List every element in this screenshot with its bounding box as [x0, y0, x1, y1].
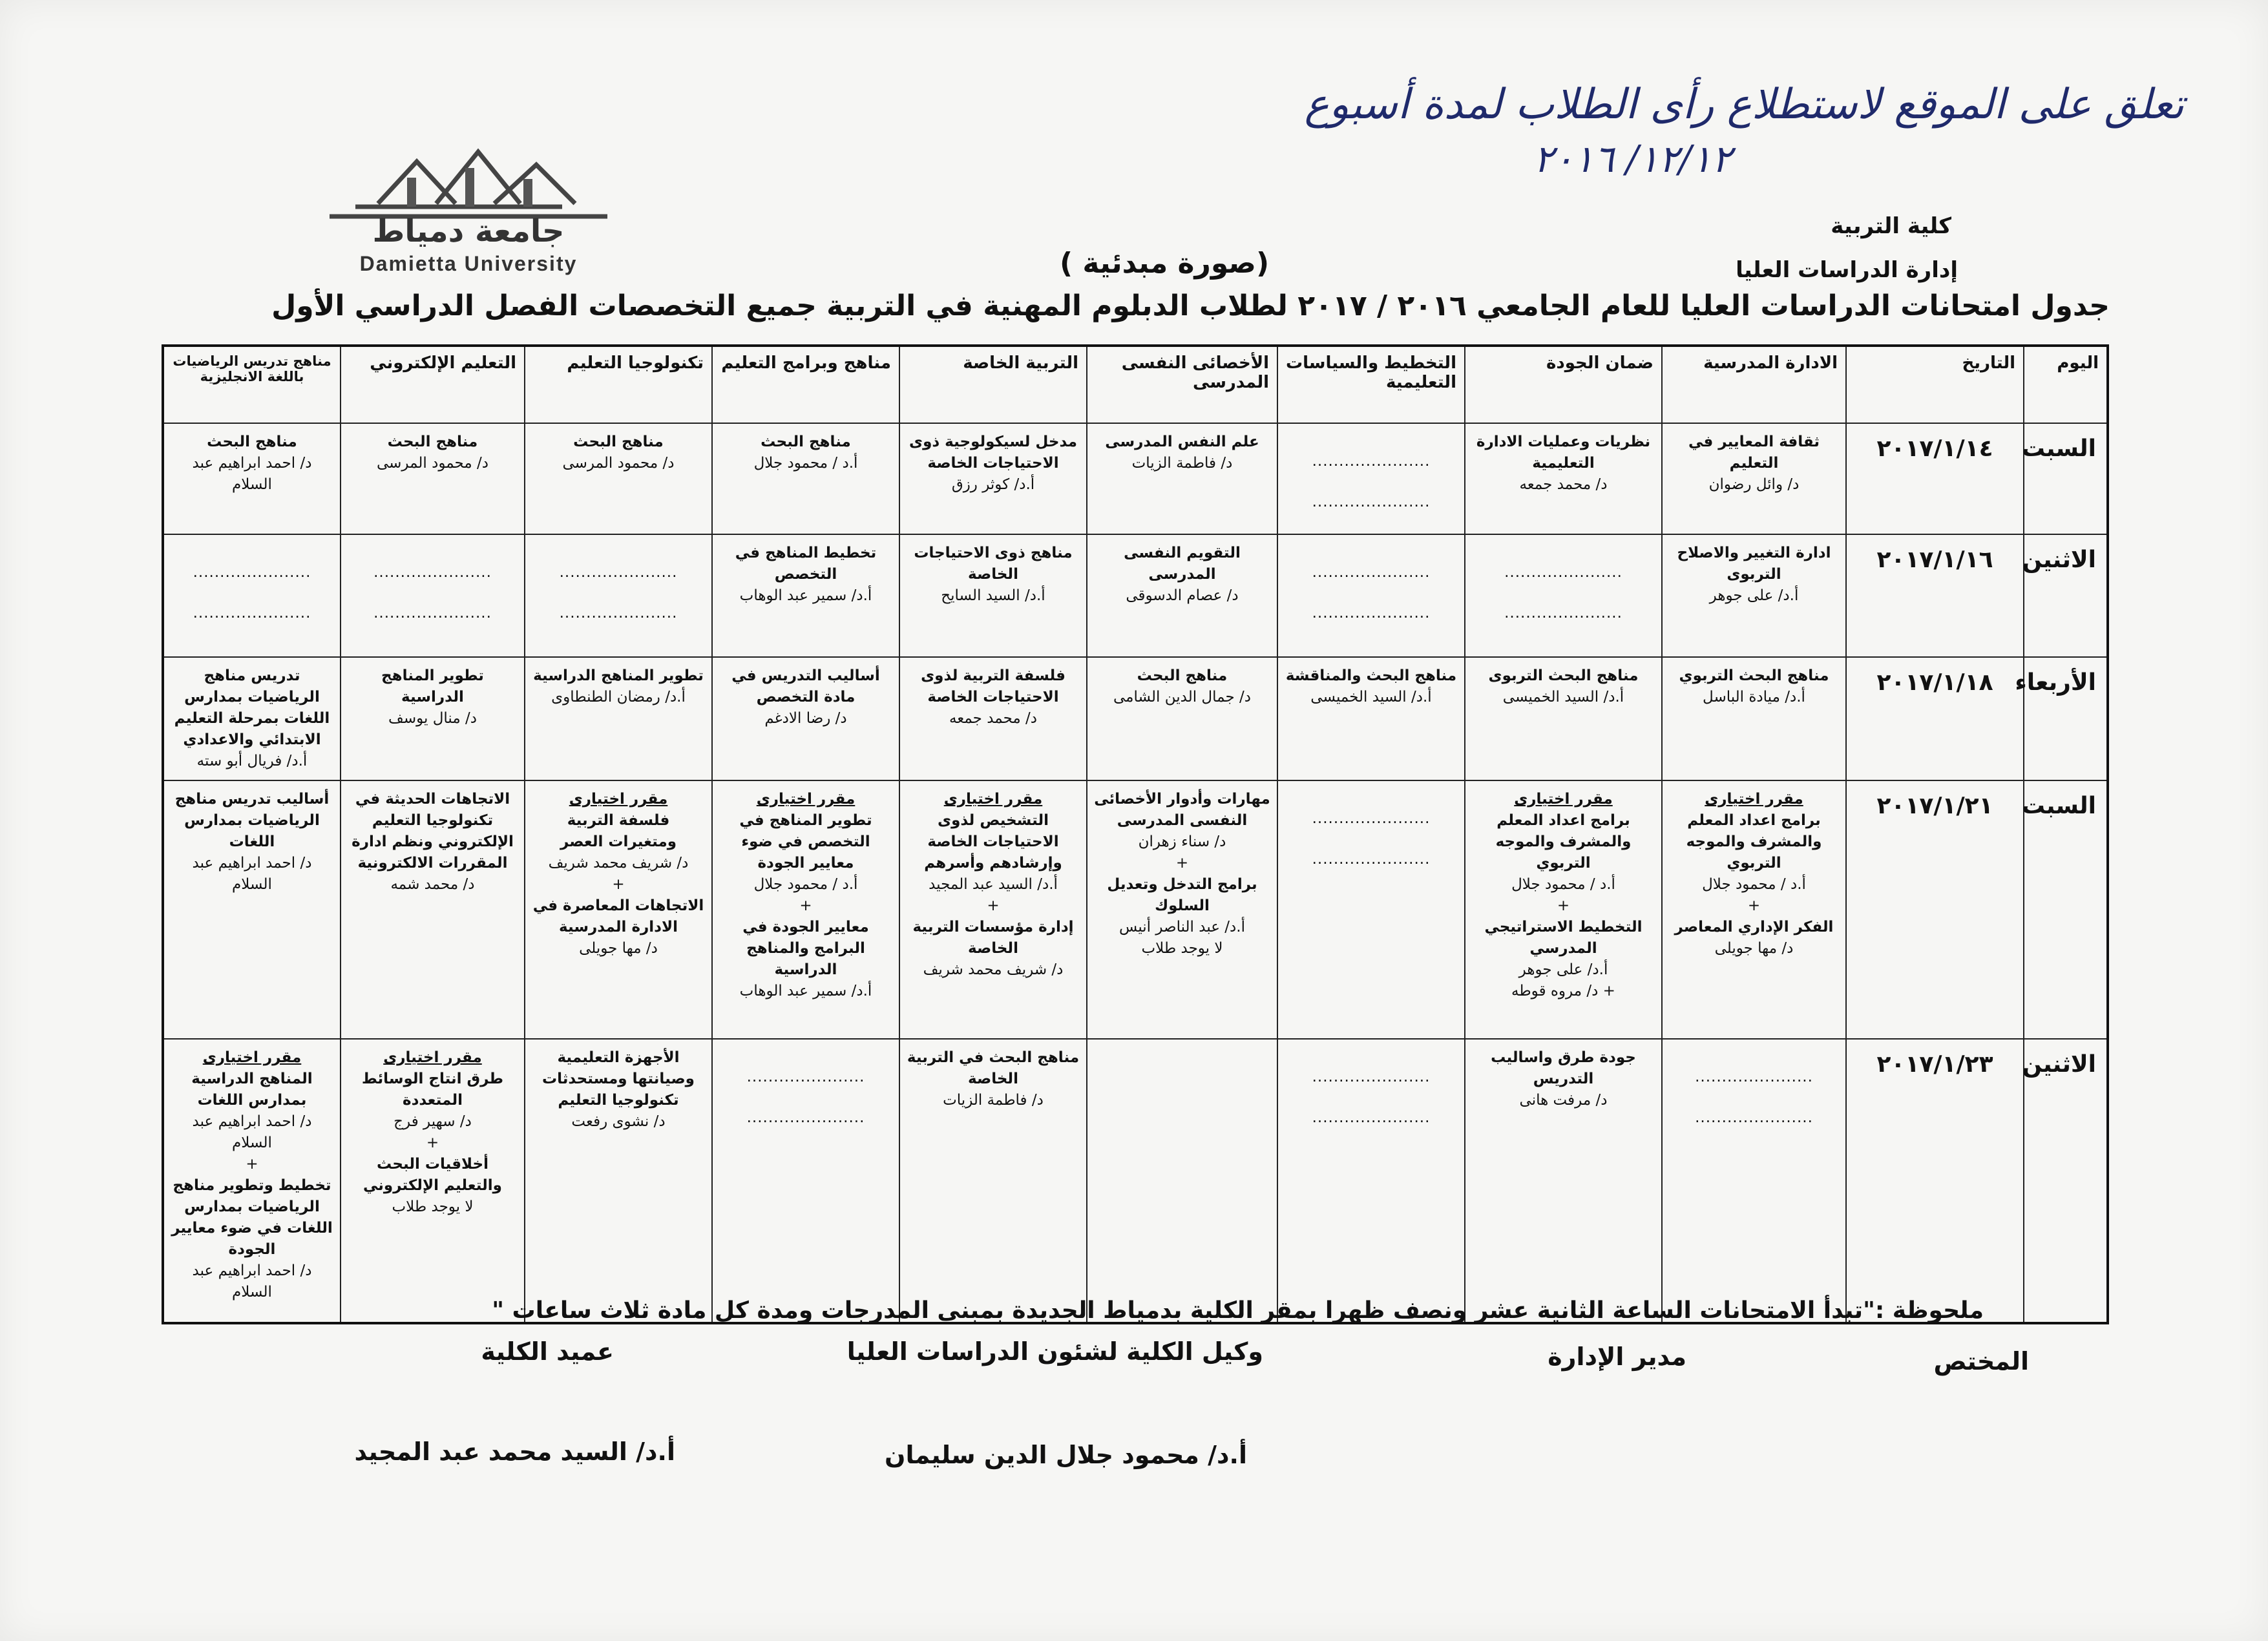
- blank-placeholder: ......................: [1312, 564, 1431, 581]
- blank-placeholder: ......................: [1312, 453, 1431, 470]
- day-cell: السبت: [2024, 780, 2108, 1039]
- professor-name: د/ جمال الدين الشامى: [1113, 689, 1251, 706]
- blank-placeholder: ......................: [1312, 1109, 1431, 1126]
- exam-cell: [899, 780, 1087, 1039]
- signature-dean-name: أ.د/ السيد محمد عبد المجيد: [354, 1437, 675, 1466]
- professor-name: د/ منال يوسف: [388, 710, 477, 727]
- exam-cell: [341, 1039, 525, 1323]
- table-body: [163, 423, 2108, 1323]
- professor-name: د/ رضا الادغم: [764, 710, 847, 727]
- course-title: الاتجاهات الحديثة في تكنولوجيا التعليم الإلكتروني ونظم ادارة المقررات الالكترونية: [352, 791, 514, 872]
- course-title: مناهج البحث التربوي: [1679, 667, 1829, 684]
- exam-cell: [712, 657, 899, 780]
- professor-name: د/ احمد ابراهيم عبد السلام: [192, 455, 312, 493]
- course-title: علم النفس المدرسى: [1105, 434, 1259, 450]
- course-title: الاتجاهات المعاصرة في الادارة المدرسية: [532, 897, 704, 935]
- exam-cell: [712, 534, 899, 657]
- professor-name: د/ احمد ابراهيم عبد السلام: [192, 855, 312, 893]
- professor-name: د/ احمد ابراهيم عبد السلام: [192, 1262, 312, 1301]
- column-header: التربية الخاصة: [899, 346, 1087, 423]
- professor-name: أ.د/ ميادة الباسل: [1703, 689, 1805, 706]
- exam-cell: [341, 423, 525, 534]
- exam-cell: [1465, 657, 1662, 780]
- column-header: ضمان الجودة: [1465, 346, 1662, 423]
- course-title: فلسفة التربية لذوى الاحتياجات الخاصة: [921, 667, 1066, 706]
- course-title: مناهج البحث: [387, 434, 478, 450]
- professor-name: د/ محمود المرسى: [376, 455, 489, 472]
- course-title: المناهج الدراسية بمدارس اللغات: [191, 1071, 313, 1109]
- blank-placeholder: ......................: [746, 1069, 865, 1085]
- professor-name: د/ محمد جمعه: [1519, 476, 1608, 493]
- course-title: مناهج البحث: [1137, 667, 1228, 684]
- exam-cell: [525, 657, 712, 780]
- column-header: الأخصائى النفسى المدرسى: [1087, 346, 1277, 423]
- professor-name: د/ محمد جمعه: [949, 710, 1038, 727]
- blank-placeholder: ......................: [373, 605, 492, 622]
- faculty-name: كلية التربية: [1831, 213, 1951, 239]
- exam-cell: [1087, 1039, 1277, 1323]
- exam-cell: [341, 780, 525, 1039]
- elective-label: مقرر اختيارى: [943, 791, 1043, 808]
- blank-placeholder: ......................: [1312, 810, 1431, 827]
- professor-name: د/ عصام الدسوقى: [1126, 587, 1239, 604]
- professor-name: د/ فاطمة الزيات: [1131, 455, 1233, 472]
- date-cell: ٢٠١٧/١/٢١: [1846, 780, 2024, 1039]
- professor-name: د/ محمود المرسى: [562, 455, 675, 472]
- column-header: تكنولوجيا التعليم: [525, 346, 712, 423]
- signature-dean-label: عميد الكلية: [481, 1337, 614, 1366]
- document-title: جدول امتحانات الدراسات العليا للعام الجامعي ٢٠١٦ / ٢٠١٧ لطلاب الدبلوم المهنية في التربية جميع التخصصات الفصل الدراسي الأول: [271, 289, 2110, 322]
- professor-name: أ.د/ سمير عبد الوهاب: [739, 587, 872, 604]
- table-row: [163, 534, 2108, 657]
- professor-name: أ.د / محمود جلال: [1702, 876, 1806, 893]
- professor-name: د/ شريف محمد شريف: [923, 961, 1064, 978]
- exam-cell: [525, 780, 712, 1039]
- elective-label: مقرر اختيارى: [1514, 791, 1613, 808]
- blank-placeholder: ......................: [1504, 605, 1622, 622]
- course-title: مناهج البحث والمناقشة: [1285, 667, 1457, 684]
- professor-name: د/ شريف محمد شريف: [548, 855, 689, 872]
- signature-vice-dean-label: وكيل الكلية لشئون الدراسات العليا: [846, 1337, 1263, 1366]
- exam-cell: [163, 780, 341, 1039]
- course-title: مناهج البحث: [207, 434, 297, 450]
- professor-name: + د/ مروه قوطه: [1511, 983, 1615, 999]
- professor-name: أ.د/ فريال أبو سته: [196, 753, 308, 769]
- exam-cell: [1087, 657, 1277, 780]
- course-title: معايير الجودة في البرامج والمناهج الدراسية: [742, 919, 869, 978]
- course-title: التقويم النفسى المدرسى: [1124, 545, 1241, 583]
- course-title: تطوير المناهج في التخصص في ضوء معايير الجودة: [739, 812, 872, 872]
- exam-cell: [163, 534, 341, 657]
- day-cell: السبت: [2024, 423, 2108, 534]
- exam-cell: [1087, 780, 1277, 1039]
- blank-placeholder: ......................: [1695, 1069, 1813, 1085]
- column-header: مناهج وبرامج التعليم: [712, 346, 899, 423]
- professor-name: د/ سهير فرج: [394, 1113, 472, 1130]
- professor-name: أ.د/ السيد عبد المجيد: [929, 876, 1058, 893]
- column-header: الادارة المدرسية: [1662, 346, 1846, 423]
- handwritten-line-1: تعلق على الموقع لاستطلاع رأى الطلاب لمدة أسبوع: [1304, 81, 2184, 129]
- table-row: [163, 423, 2108, 534]
- plus-sign: +: [987, 897, 1000, 914]
- column-header: التاريخ: [1846, 346, 2024, 423]
- course-title: فلسفة التربية ومتغيرات العصر: [560, 812, 677, 850]
- professor-name: د/ مرفت هانى: [1519, 1092, 1608, 1109]
- handwritten-date: ١٢/١٢/ ٢٠١٦: [1533, 137, 1732, 181]
- professor-name: أ.د/ السيد السايح: [941, 587, 1045, 604]
- plus-sign: +: [799, 897, 812, 914]
- exam-cell: [899, 423, 1087, 534]
- exam-cell: [525, 1039, 712, 1323]
- blank-placeholder: ......................: [1695, 1109, 1813, 1126]
- exam-cell: [1662, 1039, 1846, 1323]
- exam-cell: [163, 423, 341, 534]
- professor-name: د/ نشوى رفعت: [571, 1113, 666, 1130]
- date-cell: ٢٠١٧/١/١٨: [1846, 657, 2024, 780]
- exam-schedule-table: [162, 344, 2109, 1324]
- professor-name: أ.د/ رمضان الطنطاوى: [551, 689, 686, 706]
- course-title: إدارة مؤسسات التربية الخاصة: [912, 919, 1074, 957]
- exam-cell: [1277, 1039, 1465, 1323]
- handwritten-note: [956, 78, 2184, 186]
- table-row: [163, 657, 2108, 780]
- logo-english-text: Damietta University: [359, 252, 578, 275]
- course-title: مناهج ذوى الاحتياجات الخاصة: [914, 545, 1073, 583]
- blank-placeholder: ......................: [193, 605, 311, 622]
- column-header: التعليم الإلكتروني: [341, 346, 525, 423]
- course-title: نظريات وعمليات الادارة التعليمية: [1476, 434, 1651, 472]
- course-title: مناهج البحث في التربية الخاصة: [907, 1049, 1080, 1087]
- day-cell: الاثنين: [2024, 1039, 2108, 1323]
- plus-sign: +: [246, 1156, 258, 1173]
- blank-placeholder: ......................: [1312, 605, 1431, 622]
- course-title: تخطيط المناهج في التخصص: [735, 545, 877, 583]
- exam-cell: [1465, 1039, 1662, 1323]
- draft-label: (صورة مبدئية ): [1060, 247, 1270, 280]
- course-title: برامج اعداد المعلم والمشرف والموجه التربوي: [1495, 812, 1632, 872]
- date-cell: ٢٠١٧/١/١٤: [1846, 423, 2024, 534]
- signature-specialist-label: المختص: [1933, 1347, 2029, 1375]
- course-title: التشخيص لذوى الاحتياجات الخاصة وإرشادهم وأسرهم: [924, 812, 1062, 872]
- exam-cell: [1277, 423, 1465, 534]
- signature-vice-dean-name: أ.د/ محمود جلال الدين سليمان: [885, 1441, 1247, 1469]
- course-title: برامج التدخل وتعديل السلوك: [1107, 876, 1257, 914]
- course-title: تطوير المناهج الدراسية: [381, 667, 484, 706]
- exam-cell: [341, 534, 525, 657]
- blank-placeholder: ......................: [1312, 851, 1431, 868]
- exam-cell: [1087, 423, 1277, 534]
- course-title: تدريس مناهج الرياضيات بمدارس اللغات بمرحلة التعليم الابتدائي والاعدادي: [174, 667, 330, 748]
- professor-name: د/ سناء زهران: [1138, 833, 1226, 850]
- day-cell: الأربعاء: [2024, 657, 2108, 780]
- elective-label: مقرر اختيارى: [569, 791, 668, 808]
- course-title: طرق انتاج الوسائط المتعددة: [361, 1071, 504, 1109]
- elective-label: مقرر اختيارى: [202, 1049, 302, 1066]
- exam-cell: [1465, 780, 1662, 1039]
- exam-cell: [1277, 780, 1465, 1039]
- professor-name: د/ مها جويلى: [1714, 940, 1794, 957]
- course-title: ثقافة المعايير في التعليم: [1688, 434, 1820, 472]
- blank-placeholder: ......................: [559, 564, 678, 581]
- blank-placeholder: ......................: [746, 1109, 865, 1126]
- exam-cell: [1087, 534, 1277, 657]
- table-row: [163, 1039, 2108, 1323]
- column-header: اليوم: [2024, 346, 2108, 423]
- course-title: ادارة التغيير والاصلاح التربوى: [1677, 545, 1831, 583]
- plus-sign: +: [1175, 855, 1189, 872]
- exam-cell: [1662, 423, 1846, 534]
- exam-cell: [163, 657, 341, 780]
- course-title: مدخل لسيكولوجية ذوى الاحتياجات الخاصة: [908, 434, 1078, 472]
- column-header: التخطيط والسياسات التعليمية: [1277, 346, 1465, 423]
- professor-name: د/ مها جويلى: [579, 940, 658, 957]
- plus-sign: +: [426, 1134, 439, 1151]
- plus-sign: +: [612, 876, 625, 893]
- professor-name: د/ فاطمة الزيات: [943, 1092, 1044, 1109]
- date-cell: ٢٠١٧/١/٢٣: [1846, 1039, 2024, 1323]
- exam-cell: [899, 534, 1087, 657]
- elective-label: مقرر اختيارى: [1705, 791, 1803, 808]
- exam-cell: [525, 534, 712, 657]
- course-title: مهارات وأدوار الأخصائى النفسى المدرسى: [1094, 791, 1270, 829]
- exam-cell: [712, 780, 899, 1039]
- course-title: الفكر الإداري المعاصر: [1674, 919, 1834, 935]
- table-header-row: [163, 346, 2108, 423]
- signature-manager-label: مدير الإدارة: [1548, 1343, 1686, 1371]
- blank-placeholder: ......................: [1312, 1069, 1431, 1085]
- exam-cell: [163, 1039, 341, 1323]
- plus-sign: +: [1557, 897, 1570, 914]
- course-title: تخطيط وتطوير مناهج الرياضيات بمدارس اللغات في ضوء معايير الجودة: [171, 1177, 333, 1258]
- professor-name: د/ محمد شمه: [390, 876, 475, 893]
- department-name: إدارة الدراسات العليا: [1736, 257, 1958, 283]
- course-title: مناهج البحث: [573, 434, 664, 450]
- professor-name: أ.د / محمود جلال: [753, 455, 858, 472]
- column-header: مناهج تدريس الرياضيات باللغة الانجليزية: [163, 346, 341, 423]
- blank-placeholder: ......................: [193, 564, 311, 581]
- table-row: [163, 780, 2108, 1039]
- exam-cell: [341, 657, 525, 780]
- professor-name: د/ وائل رضوان: [1708, 476, 1800, 493]
- exam-cell: [1465, 534, 1662, 657]
- course-title: أساليب تدريس مناهج الرياضيات بمدارس اللغات: [174, 791, 330, 850]
- exam-time-note: ملحوظة :"تبدأ الامتحانات الساعة الثانية عشر ونصف ظهرا بمقر الكلية بدمياط الجديدة بمبنى المدرجات ومدة كل مادة ثلاث ساعات ": [492, 1297, 1984, 1324]
- exam-cell: [899, 657, 1087, 780]
- blank-placeholder: ......................: [559, 605, 678, 622]
- course-title: أخلاقيات البحث والتعليم الإلكتروني: [363, 1156, 502, 1194]
- exam-cell: [1662, 780, 1846, 1039]
- professor-name: أ.د/ على جوهر: [1709, 587, 1799, 604]
- course-title: تطوير المناهج الدراسية: [533, 667, 704, 684]
- exam-cell: [1662, 657, 1846, 780]
- course-title: التخطيط الاستراتيجي المدرسي: [1484, 919, 1643, 957]
- course-title: جودة طرق واساليب التدريس: [1491, 1049, 1636, 1087]
- plus-sign: +: [1747, 897, 1761, 914]
- professor-name: أ.د/ السيد الخميسى: [1310, 689, 1432, 706]
- blank-placeholder: ......................: [1312, 494, 1431, 510]
- professor-name: لا يوجد طلاب: [392, 1198, 474, 1215]
- course-title: برامج اعداد المعلم والمشرف والموجه التربوي: [1686, 812, 1822, 872]
- day-cell: الاثنين: [2024, 534, 2108, 657]
- exam-cell: [1277, 657, 1465, 780]
- professor-name: أ.د / محمود جلال: [1511, 876, 1615, 893]
- elective-label: مقرر اختيارى: [383, 1049, 482, 1066]
- professor-name: أ.د/ السيد الخميسى: [1502, 689, 1624, 706]
- exam-cell: [1277, 534, 1465, 657]
- elective-label: مقرر اختيارى: [756, 791, 856, 808]
- professor-name: أ.د/ كوثر رزق: [951, 476, 1035, 493]
- exam-cell: [899, 1039, 1087, 1323]
- logo-arabic-text: جامعة دمياط: [372, 213, 565, 249]
- exam-cell: [1465, 423, 1662, 534]
- professor-name: د/ احمد ابراهيم عبد السلام: [192, 1113, 312, 1151]
- exam-cell: [1662, 534, 1846, 657]
- exam-cell: [525, 423, 712, 534]
- professor-name: لا يوجد طلاب: [1141, 940, 1223, 957]
- exam-cell: [712, 423, 899, 534]
- course-title: مناهج البحث التربوى: [1488, 667, 1639, 684]
- professor-name: أ.د/ على جوهر: [1518, 961, 1608, 978]
- professor-name: أ.د / محمود جلال: [753, 876, 858, 893]
- blank-placeholder: ......................: [1504, 564, 1622, 581]
- course-title: أساليب التدريس في مادة التخصص: [731, 667, 880, 706]
- course-title: الأجهزة التعليمية وصيانتها ومستحدثات تكنولوجيا التعليم: [542, 1049, 695, 1109]
- date-cell: ٢٠١٧/١/١٦: [1846, 534, 2024, 657]
- blank-placeholder: ......................: [373, 564, 492, 581]
- professor-name: أ.د/ سمير عبد الوهاب: [739, 983, 872, 999]
- course-title: مناهج البحث: [761, 434, 851, 450]
- professor-name: أ.د/ عبد الناصر أنيس: [1119, 919, 1245, 935]
- exam-cell: [712, 1039, 899, 1323]
